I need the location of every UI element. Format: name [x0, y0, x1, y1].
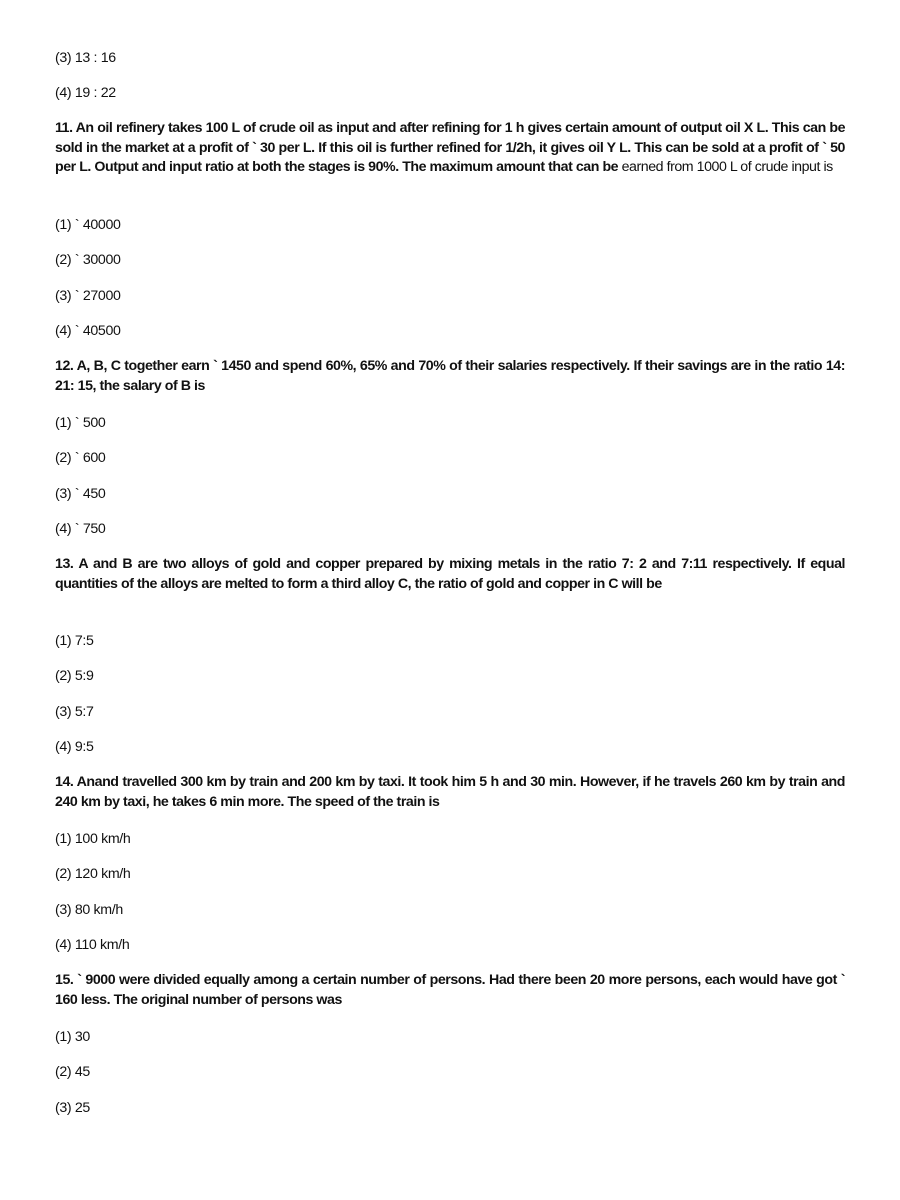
q14-option-2: (2) 120 km/h	[55, 866, 131, 882]
question-text-tail: earned from 1000 L of crude input is	[621, 159, 833, 175]
question-text: ` 9000 were divided equally among a certain number of persons. Had there been 20 more persons, each would have got ` 160 less. The original number of persons was	[55, 972, 845, 1008]
question-13	[55, 555, 845, 594]
question-number: 12.	[55, 358, 74, 374]
q15-option-3: (3) 25	[55, 1100, 90, 1116]
q11-option-1: (1) ` 40000	[55, 217, 121, 233]
question-14	[55, 773, 845, 812]
q11-option-2: (2) ` 30000	[55, 252, 121, 268]
q11-option-4: (4) ` 40500	[55, 323, 121, 339]
question-text: Anand travelled 300 km by train and 200 km by taxi. It took him 5 h and 30 min. However, if he travels 260 km by train and 240 km by taxi, he takes 6 min more. The speed of the train is	[55, 774, 845, 810]
q14-option-4: (4) 110 km/h	[55, 937, 130, 953]
question-number: 11.	[55, 120, 73, 136]
q13-option-2: (2) 5:9	[55, 668, 94, 684]
question-text: An oil refinery takes 100 L of crude oil as input and after refining for 1 h gives certain amount of output oil X L. This can be sold in the market at a profit of ` 30 per L. If this oil is further refined for 1/2h, it gives oil Y L. This can be sold at a profit of ` 50 per L. Output and input ratio at both the stages is 90%. The maximum amount that can be	[55, 120, 846, 175]
q12-option-3: (3) ` 450	[55, 486, 106, 502]
q13-option-1: (1) 7:5	[55, 633, 94, 649]
q15-option-1: (1) 30	[55, 1029, 90, 1045]
prev-option-4: (4) 19 : 22	[55, 85, 116, 101]
q12-option-2: (2) ` 600	[55, 450, 106, 466]
question-number: 15.	[55, 972, 74, 988]
q12-option-4: (4) ` 750	[55, 521, 106, 537]
q11-option-3: (3) ` 27000	[55, 288, 121, 304]
q14-option-1: (1) 100 km/h	[55, 831, 131, 847]
q15-option-2: (2) 45	[55, 1064, 90, 1080]
question-number: 13.	[55, 556, 74, 572]
question-text: A, B, C together earn ` 1450 and spend 60%, 65% and 70% of their salaries respectively. If their savings are in the ratio 14: 21: 15, the salary of B is	[55, 358, 845, 394]
q13-option-3: (3) 5:7	[55, 704, 94, 720]
q12-option-1: (1) ` 500	[55, 415, 106, 431]
question-11	[55, 119, 845, 178]
q13-option-4: (4) 9:5	[55, 739, 94, 755]
question-12	[55, 357, 845, 396]
q14-option-3: (3) 80 km/h	[55, 902, 123, 918]
question-number: 14.	[55, 774, 74, 790]
prev-option-3: (3) 13 : 16	[55, 50, 116, 66]
question-text: A and B are two alloys of gold and copper prepared by mixing metals in the ratio 7: 2 and 7:11 respectively. If equal quantities of the alloys are melted to form a third alloy C, the ratio of gold and copper in C will be	[55, 556, 846, 592]
question-15	[55, 971, 845, 1010]
